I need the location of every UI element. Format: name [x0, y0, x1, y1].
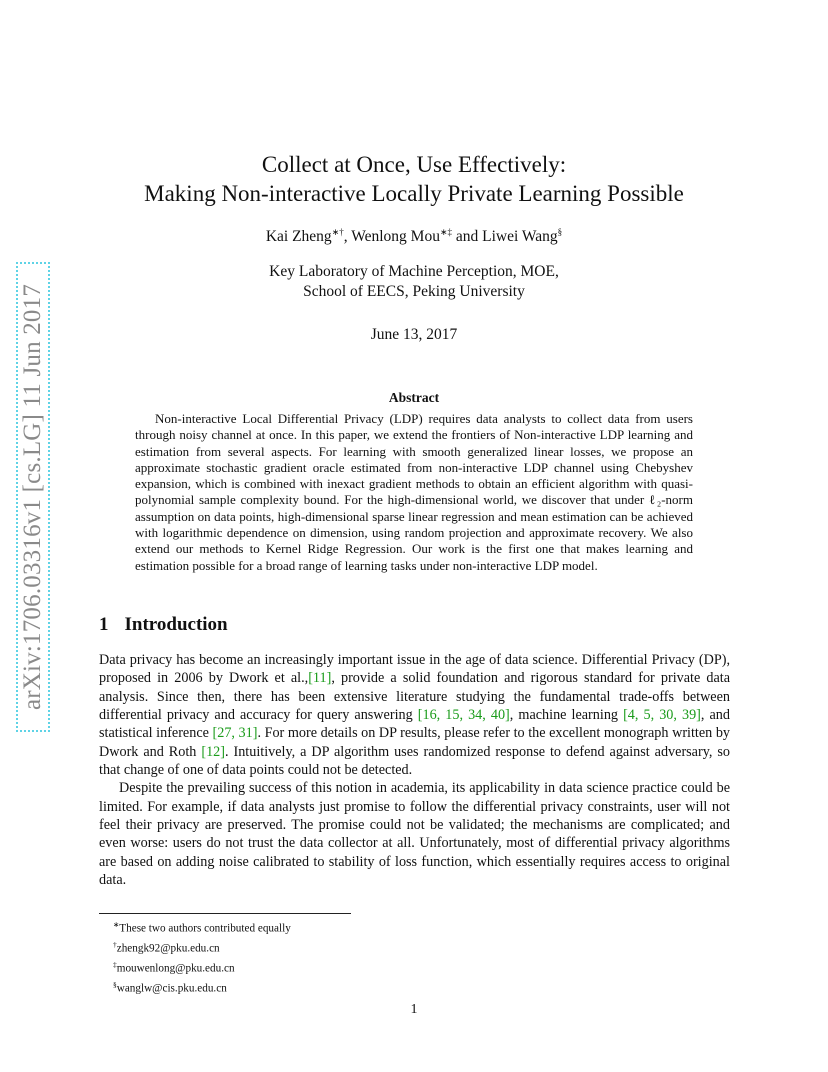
title-line-1: Collect at Once, Use Effectively:: [261, 152, 567, 177]
author-marks[interactable]: §: [557, 227, 563, 237]
introduction-body: [99, 651, 730, 889]
title-line-2: Making Non-interactive Locally Private Learning Possible: [144, 181, 684, 206]
author-marks[interactable]: ∗†: [331, 227, 344, 237]
intro-text: . Intuitively, a DP algorithm uses randomized response to defend against adversary, so that change of one of data points could not be detected.: [99, 743, 730, 779]
citation-link[interactable]: [4, 5, 30, 39]: [623, 707, 701, 724]
author-separator: and: [452, 228, 483, 246]
affiliation: [100, 262, 728, 302]
section-number: 1: [99, 614, 109, 635]
author-separator: ,: [343, 228, 352, 246]
footnote-mark: ‡: [113, 959, 117, 969]
author-wenlong-mou: Wenlong Mou: [351, 228, 440, 246]
footnote-email-zheng: [113, 937, 291, 957]
section-title: Introduction: [124, 614, 228, 635]
author-liwei-wang: Liwei Wang: [482, 228, 558, 246]
author-marks[interactable]: ∗‡: [439, 227, 452, 237]
citation-link[interactable]: [12]: [201, 743, 225, 760]
abstract-body: Non-interactive Local Differential Privacy (LDP) requires data analysts to collect data from users through noisy channel at once. In this paper, we extend the frontiers of Non-interactive LDP learning and estimation from several aspects. For learning with smooth generalized linear losses, we propose an approximate stochastic gradient oracle estimated from non-interactive LDP channel using Chebyshev expansion, which is combined with inexact gradient methods to obtain an efficient algorithm with quasi-polynomial sample complexity bound. For the high-dimensional world, we discover that under ℓ₂-norm assumption on data points, high-dimensional sparse linear regression and mean estimation can be achieved with logarithmic dependence on dimension, using random projection and approximate recovery. We also extend our methods to Kernel Ridge Regression. Our work is the first one that makes learning and estimation possible for a broad range of learning tasks under non-interactive LDP model.: [135, 411, 693, 573]
affiliation-line-1: Key Laboratory of Machine Perception, MOE,: [269, 263, 559, 280]
footnote-text: These two authors contributed equally: [119, 922, 291, 935]
section-heading-introduction: [99, 614, 228, 636]
footnote-mark: †: [113, 939, 117, 949]
intro-paragraph-1: [99, 651, 730, 779]
intro-paragraph-2: Despite the prevailing success of this notion in academia, its applicability in data science practice could be limited. For example, if data analysts just promise to follow the differential privacy constraints, user will not feel their privacy are preserved. The promise could not be validated; the mechanisms are complicated; and even worse: users do not trust the data collector at all. Unfortunately, most of differential privacy algorithms are based on adding noise calibrated to stability of loss function, which essentially requires access to original data.: [99, 780, 730, 889]
footnote-email-wang: [113, 977, 291, 997]
citation-link[interactable]: [11]: [308, 670, 332, 687]
intro-text: , machine learning: [509, 707, 624, 724]
intro-text: . For more details on DP results, please refer to the excellent monograph written by Dwork and Roth: [99, 725, 731, 760]
page-number: 1: [410, 1002, 418, 1017]
footnote-mark: §: [113, 979, 117, 989]
footnote-mark: ∗: [113, 920, 120, 929]
footnotes: [113, 917, 291, 997]
author-kai-zheng: Kai Zheng: [265, 228, 332, 246]
paper-date: June 13, 2017: [370, 326, 458, 343]
intro-text: , provide a solid foundation and rigorous standard for private data analysis. Since then, there has been extensive literature studying the fundamental trade-offs between differential privacy and accuracy for query answering: [99, 670, 730, 724]
citation-link[interactable]: [27, 31]: [212, 725, 258, 742]
footnote-text: mouwenlong@pku.edu.cn: [116, 962, 235, 975]
paper-title: [100, 150, 728, 208]
author-list: [100, 227, 728, 246]
intro-text: Data privacy has become an increasingly important issue in the age of data science. Differential Privacy (DP), proposed in 2006 by Dwork et al.,: [99, 652, 730, 687]
affiliation-line-2: School of EECS, Peking University: [303, 283, 525, 300]
footnote-text: wanglw@cis.pku.edu.cn: [116, 982, 227, 995]
intro-text: , and statistical inference: [99, 707, 730, 742]
abstract-heading: Abstract: [388, 390, 440, 405]
footnote-equal-contribution: [113, 917, 291, 937]
footnote-text: zhengk92@pku.edu.cn: [116, 942, 220, 955]
citation-link[interactable]: [16, 15, 34, 40]: [417, 707, 510, 724]
arxiv-identifier-stamp[interactable]: arXiv:1706.03316v1 [cs.LG] 11 Jun 2017: [16, 262, 50, 732]
footnote-email-mou: [113, 957, 291, 977]
footnote-divider: [99, 913, 351, 914]
